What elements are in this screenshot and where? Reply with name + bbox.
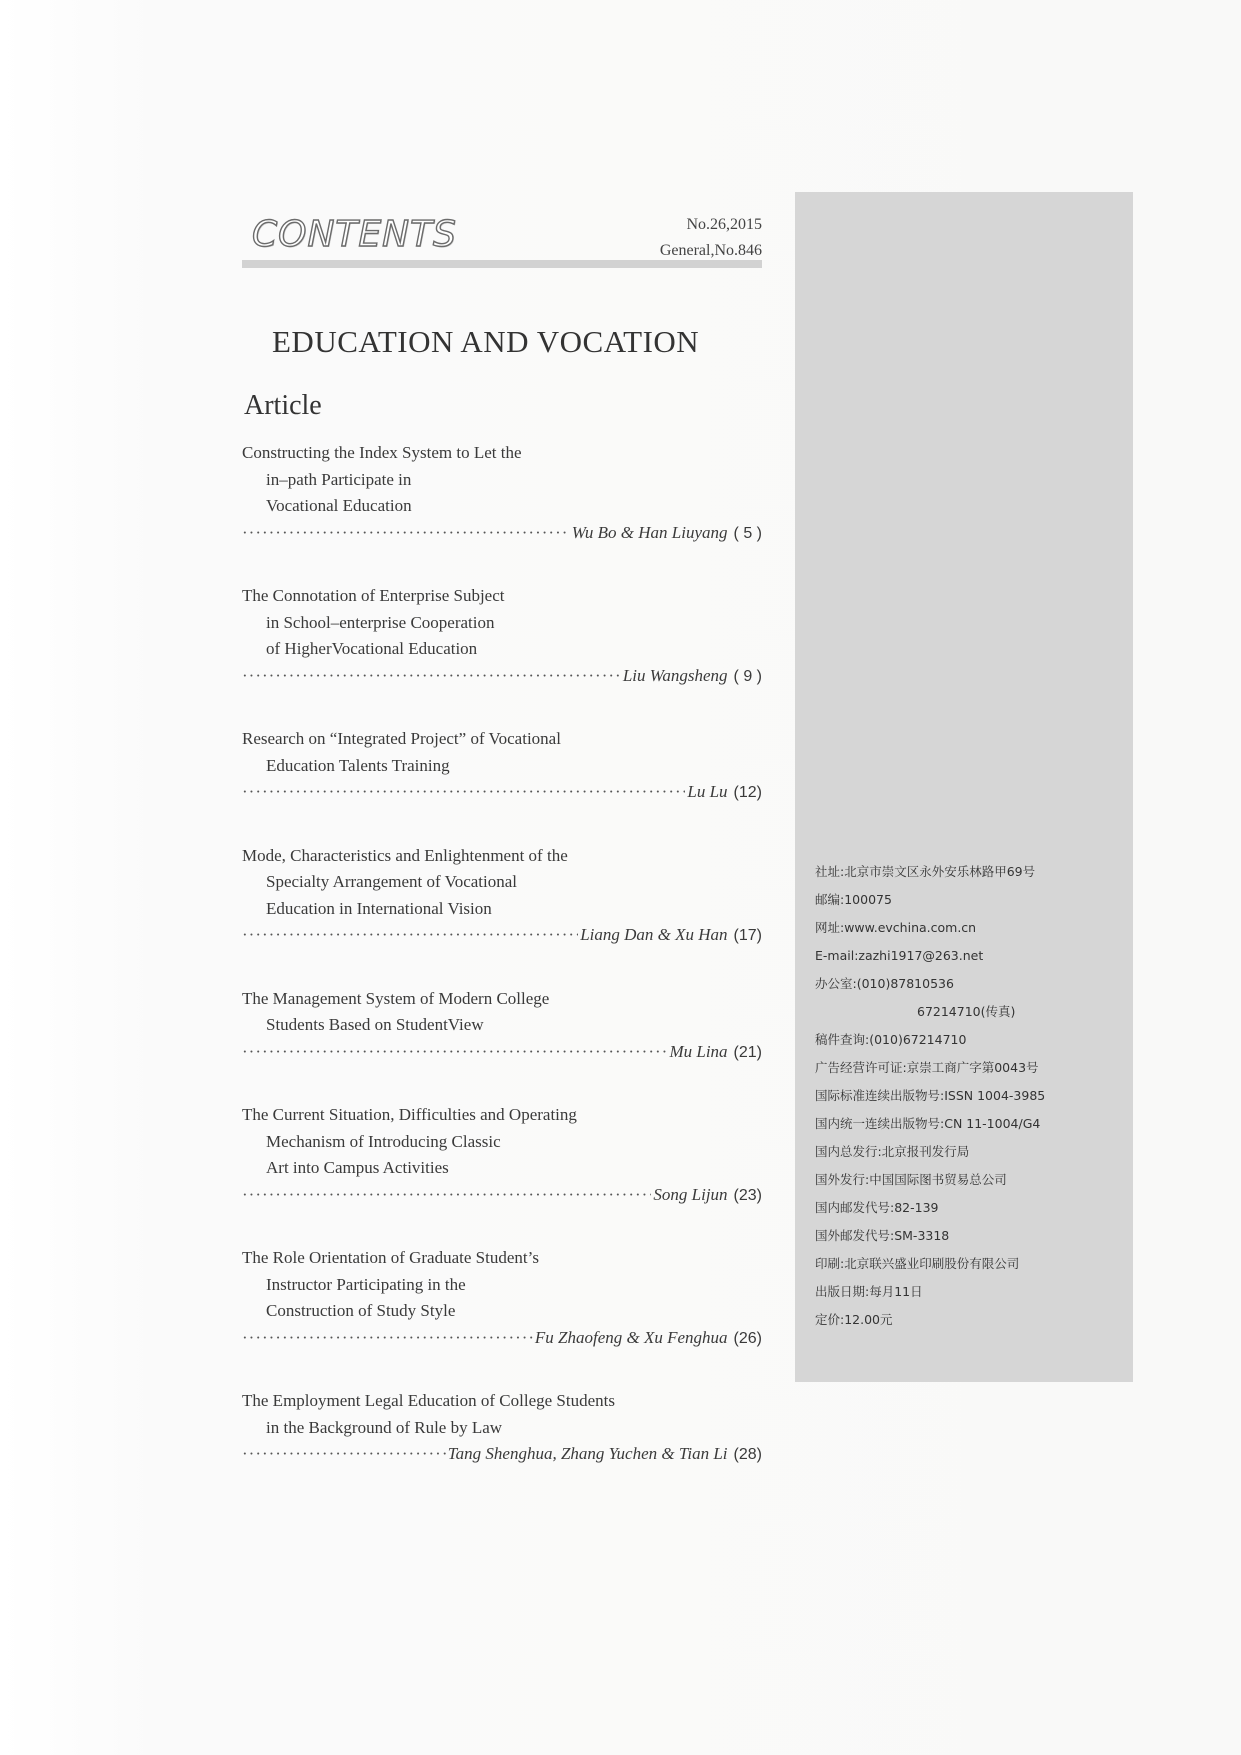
toc-entry-author: Lu Lu: [687, 782, 728, 801]
toc-entry-leader: [242, 1325, 762, 1353]
toc-entry-title-line: in the Background of Rule by Law: [266, 1417, 503, 1437]
dot-leader: [242, 1039, 667, 1066]
journal-title: EDUCATION AND VOCATION: [272, 324, 700, 359]
toc-entry-title-line: Research on “Integrated Project” of Vocational: [242, 729, 561, 748]
dot-leader: [242, 1325, 533, 1352]
dot-leader: [242, 1182, 651, 1209]
issue-info: [660, 212, 762, 264]
info-row: 印刷:北京联兴盛业印刷股份有限公司: [815, 1256, 1020, 1271]
dot-leader: [242, 663, 621, 690]
toc-entry-title-line: Specialty Arrangement of Vocational: [266, 872, 517, 891]
toc-entry-title-line: Constructing the Index System to Let the: [242, 443, 522, 462]
table-of-contents: [242, 440, 762, 1469]
toc-entry[interactable]: [242, 986, 762, 1067]
toc-entry[interactable]: [242, 1388, 762, 1469]
toc-entry-leader: [242, 779, 762, 807]
toc-entry-author: Song Lijun: [653, 1184, 728, 1204]
toc-entry-title-line: The Connotation of Enterprise Subject: [242, 586, 505, 605]
info-row: 国外发行:中国国际图书贸易总公司: [815, 1172, 1007, 1187]
toc-entry-page: (23): [733, 1186, 762, 1204]
toc-entry-leader: [242, 1182, 762, 1210]
dot-leader: [242, 520, 570, 547]
toc-entry[interactable]: [242, 726, 762, 807]
toc-entry-title-line: Mode, Characteristics and Enlightenment of the: [242, 845, 568, 865]
info-row: 定价:12.00元: [815, 1312, 893, 1327]
toc-entry[interactable]: [242, 1102, 762, 1209]
toc-entry[interactable]: [242, 843, 762, 950]
toc-entry-title-line: Mechanism of Introducing Classic: [266, 1131, 501, 1151]
dot-leader: [242, 922, 578, 949]
toc-entry-title-line: of HigherVocational Education: [266, 639, 478, 658]
toc-entry-page: (21): [733, 1043, 762, 1061]
info-row: 国际标准连续出版物号:ISSN 1004-3985: [815, 1088, 1046, 1103]
dot-leader: [242, 779, 685, 806]
toc-entry-author: Fu Zhaofeng & Xu Fenghua: [534, 1327, 728, 1347]
toc-entry-title-line: Education in International Vision: [266, 898, 492, 918]
toc-entry-page: ( 5 ): [733, 524, 762, 542]
info-row: 广告经营许可证:京崇工商广字第0043号: [815, 1060, 1039, 1075]
contents-header: [242, 210, 762, 272]
toc-entry-leader: [242, 1441, 762, 1469]
toc-entry-page: ( 9 ): [733, 667, 762, 685]
info-row: 网址:www.evchina.com.cn: [815, 920, 977, 935]
toc-entry-title-line: Art into Campus Activities: [266, 1158, 449, 1177]
toc-entry-page: (17): [733, 927, 762, 944]
toc-entry[interactable]: [242, 583, 762, 690]
info-row-fax: 67214710(传真): [917, 1004, 1016, 1019]
toc-entry-title-line: Education Talents Training: [266, 755, 450, 775]
toc-entry-title-line: Instructor Participating in the: [266, 1274, 466, 1294]
issue-number: No.26,2015: [686, 216, 762, 233]
contents-column: [242, 210, 762, 1505]
publication-info: [815, 858, 1125, 1334]
toc-entry-page: (12): [733, 784, 762, 801]
toc-entry-page: (26): [733, 1329, 762, 1347]
section-title: Article: [244, 390, 322, 421]
info-row: 办公室:(010)87810536: [815, 976, 954, 991]
info-row: 国内邮发代号:82-139: [815, 1200, 939, 1215]
info-row: 国内总发行:北京报刊发行局: [815, 1144, 970, 1159]
toc-entry-leader: [242, 1039, 762, 1067]
info-row: 出版日期:每月11日: [815, 1284, 923, 1299]
toc-entry-author: Mu Lina: [669, 1041, 728, 1061]
toc-entry-title-line: in School–enterprise Cooperation: [266, 612, 495, 632]
general-number: General,No.846: [659, 242, 762, 259]
toc-entry-title-line: The Employment Legal Education of College Students: [242, 1391, 615, 1410]
info-row: 稿件查询:(010)67214710: [815, 1032, 967, 1047]
toc-entry-title-line: Students Based on StudentView: [266, 1015, 484, 1034]
toc-entry-author: Liang Dan & Xu Han: [580, 925, 728, 944]
info-row: E-mail:zazhi1917@263.net: [815, 948, 984, 963]
toc-entry-author: Tang Shenghua, Zhang Yuchen & Tian Li: [447, 1444, 728, 1463]
toc-entry-title-line: Vocational Education: [266, 496, 412, 515]
info-row: 社址:北京市崇文区永外安乐林路甲69号: [815, 864, 1036, 879]
toc-entry-leader: [242, 922, 762, 950]
toc-entry-page: (28): [733, 1446, 762, 1463]
toc-entry-title-line: The Role Orientation of Graduate Student’s: [242, 1248, 539, 1267]
toc-entry-leader: [242, 520, 762, 548]
toc-entry-title-line: in–path Participate in: [266, 469, 412, 489]
info-row: 国内统一连续出版物号:CN 11-1004/G4: [815, 1116, 1041, 1131]
info-row: 邮编:100075: [815, 892, 892, 907]
toc-entry-title-line: Construction of Study Style: [266, 1301, 456, 1320]
toc-entry[interactable]: [242, 1245, 762, 1352]
dot-leader: [242, 1441, 446, 1468]
info-row: 国外邮发代号:SM-3318: [815, 1228, 950, 1243]
contents-logo: CONTENTS: [252, 214, 457, 255]
toc-entry-author: Wu Bo & Han Liuyang: [571, 522, 728, 542]
toc-entry-author: Liu Wangsheng: [622, 665, 728, 685]
toc-entry[interactable]: [242, 440, 762, 547]
toc-entry-leader: [242, 663, 762, 691]
toc-entry-title-line: The Management System of Modern College: [242, 988, 550, 1008]
toc-entry-title-line: The Current Situation, Difficulties and Operating: [242, 1105, 577, 1124]
